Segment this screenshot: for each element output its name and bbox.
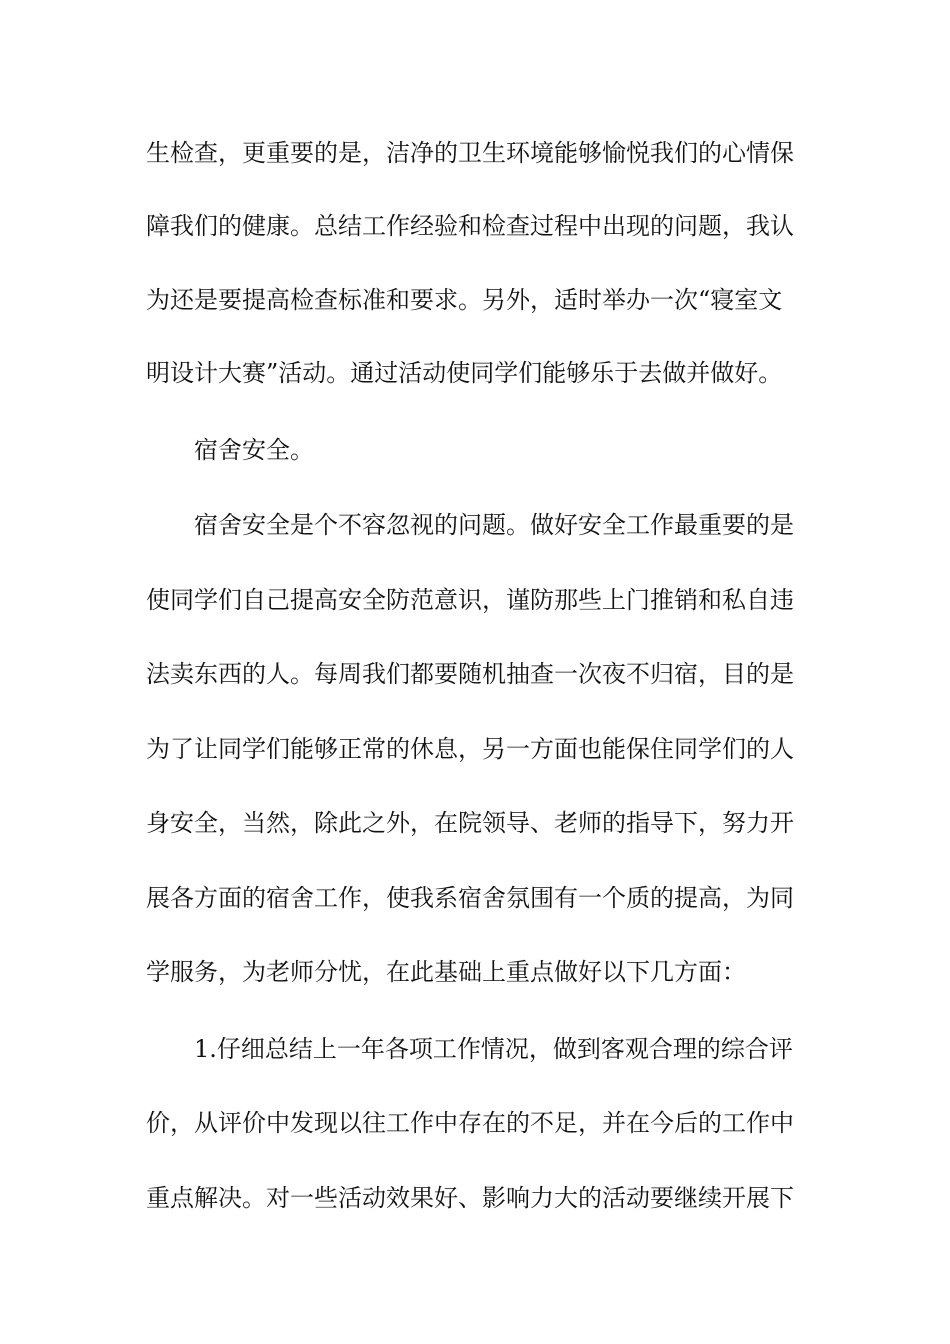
text-line: 生检查，更重要的是，洁净的卫生环境能够愉悦我们的心情保 — [146, 139, 794, 167]
text-line: 为了让同学们能够正常的休息，另一方面也能保住同学们的人 — [146, 735, 794, 763]
text-line: 障我们的健康。总结工作经验和检查过程中出现的问题，我认 — [146, 212, 794, 240]
section-heading: 宿舍安全。 — [194, 436, 314, 464]
text-line: 重点解决。对一些活动效果好、影响力大的活动要继续开展下 — [146, 1184, 794, 1212]
text-line: 价，从评价中发现以往工作中存在的不足，并在今后的工作中 — [146, 1109, 794, 1137]
text-line: 使同学们自己提高安全防范意识，谨防那些上门推销和私自违 — [146, 586, 794, 614]
text-line: 明设计大赛”活动。通过活动使同学们能够乐于去做并做好。 — [146, 359, 783, 387]
text-line: 法卖东西的人。每周我们都要随机抽查一次夜不归宿，目的是 — [146, 660, 794, 688]
paragraph-first-line: 宿舍安全是个不容忽视的问题。做好安全工作最重要的是 — [194, 511, 794, 539]
text-line: 身安全，当然，除此之外，在院领导、老师的指导下，努力开 — [146, 809, 794, 837]
text-line: 为还是要提高检查标准和要求。另外，适时举办一次“寝室文 — [146, 286, 783, 314]
numbered-item-first-line: 1.仔细总结上一年各项工作情况，做到客观合理的综合评 — [194, 1035, 793, 1063]
text-line: 展各方面的宿舍工作，使我系宿舍氛围有一个质的提高，为同 — [146, 884, 794, 912]
text-line: 学服务，为老师分忧，在此基础上重点做好以下几方面： — [146, 958, 746, 986]
